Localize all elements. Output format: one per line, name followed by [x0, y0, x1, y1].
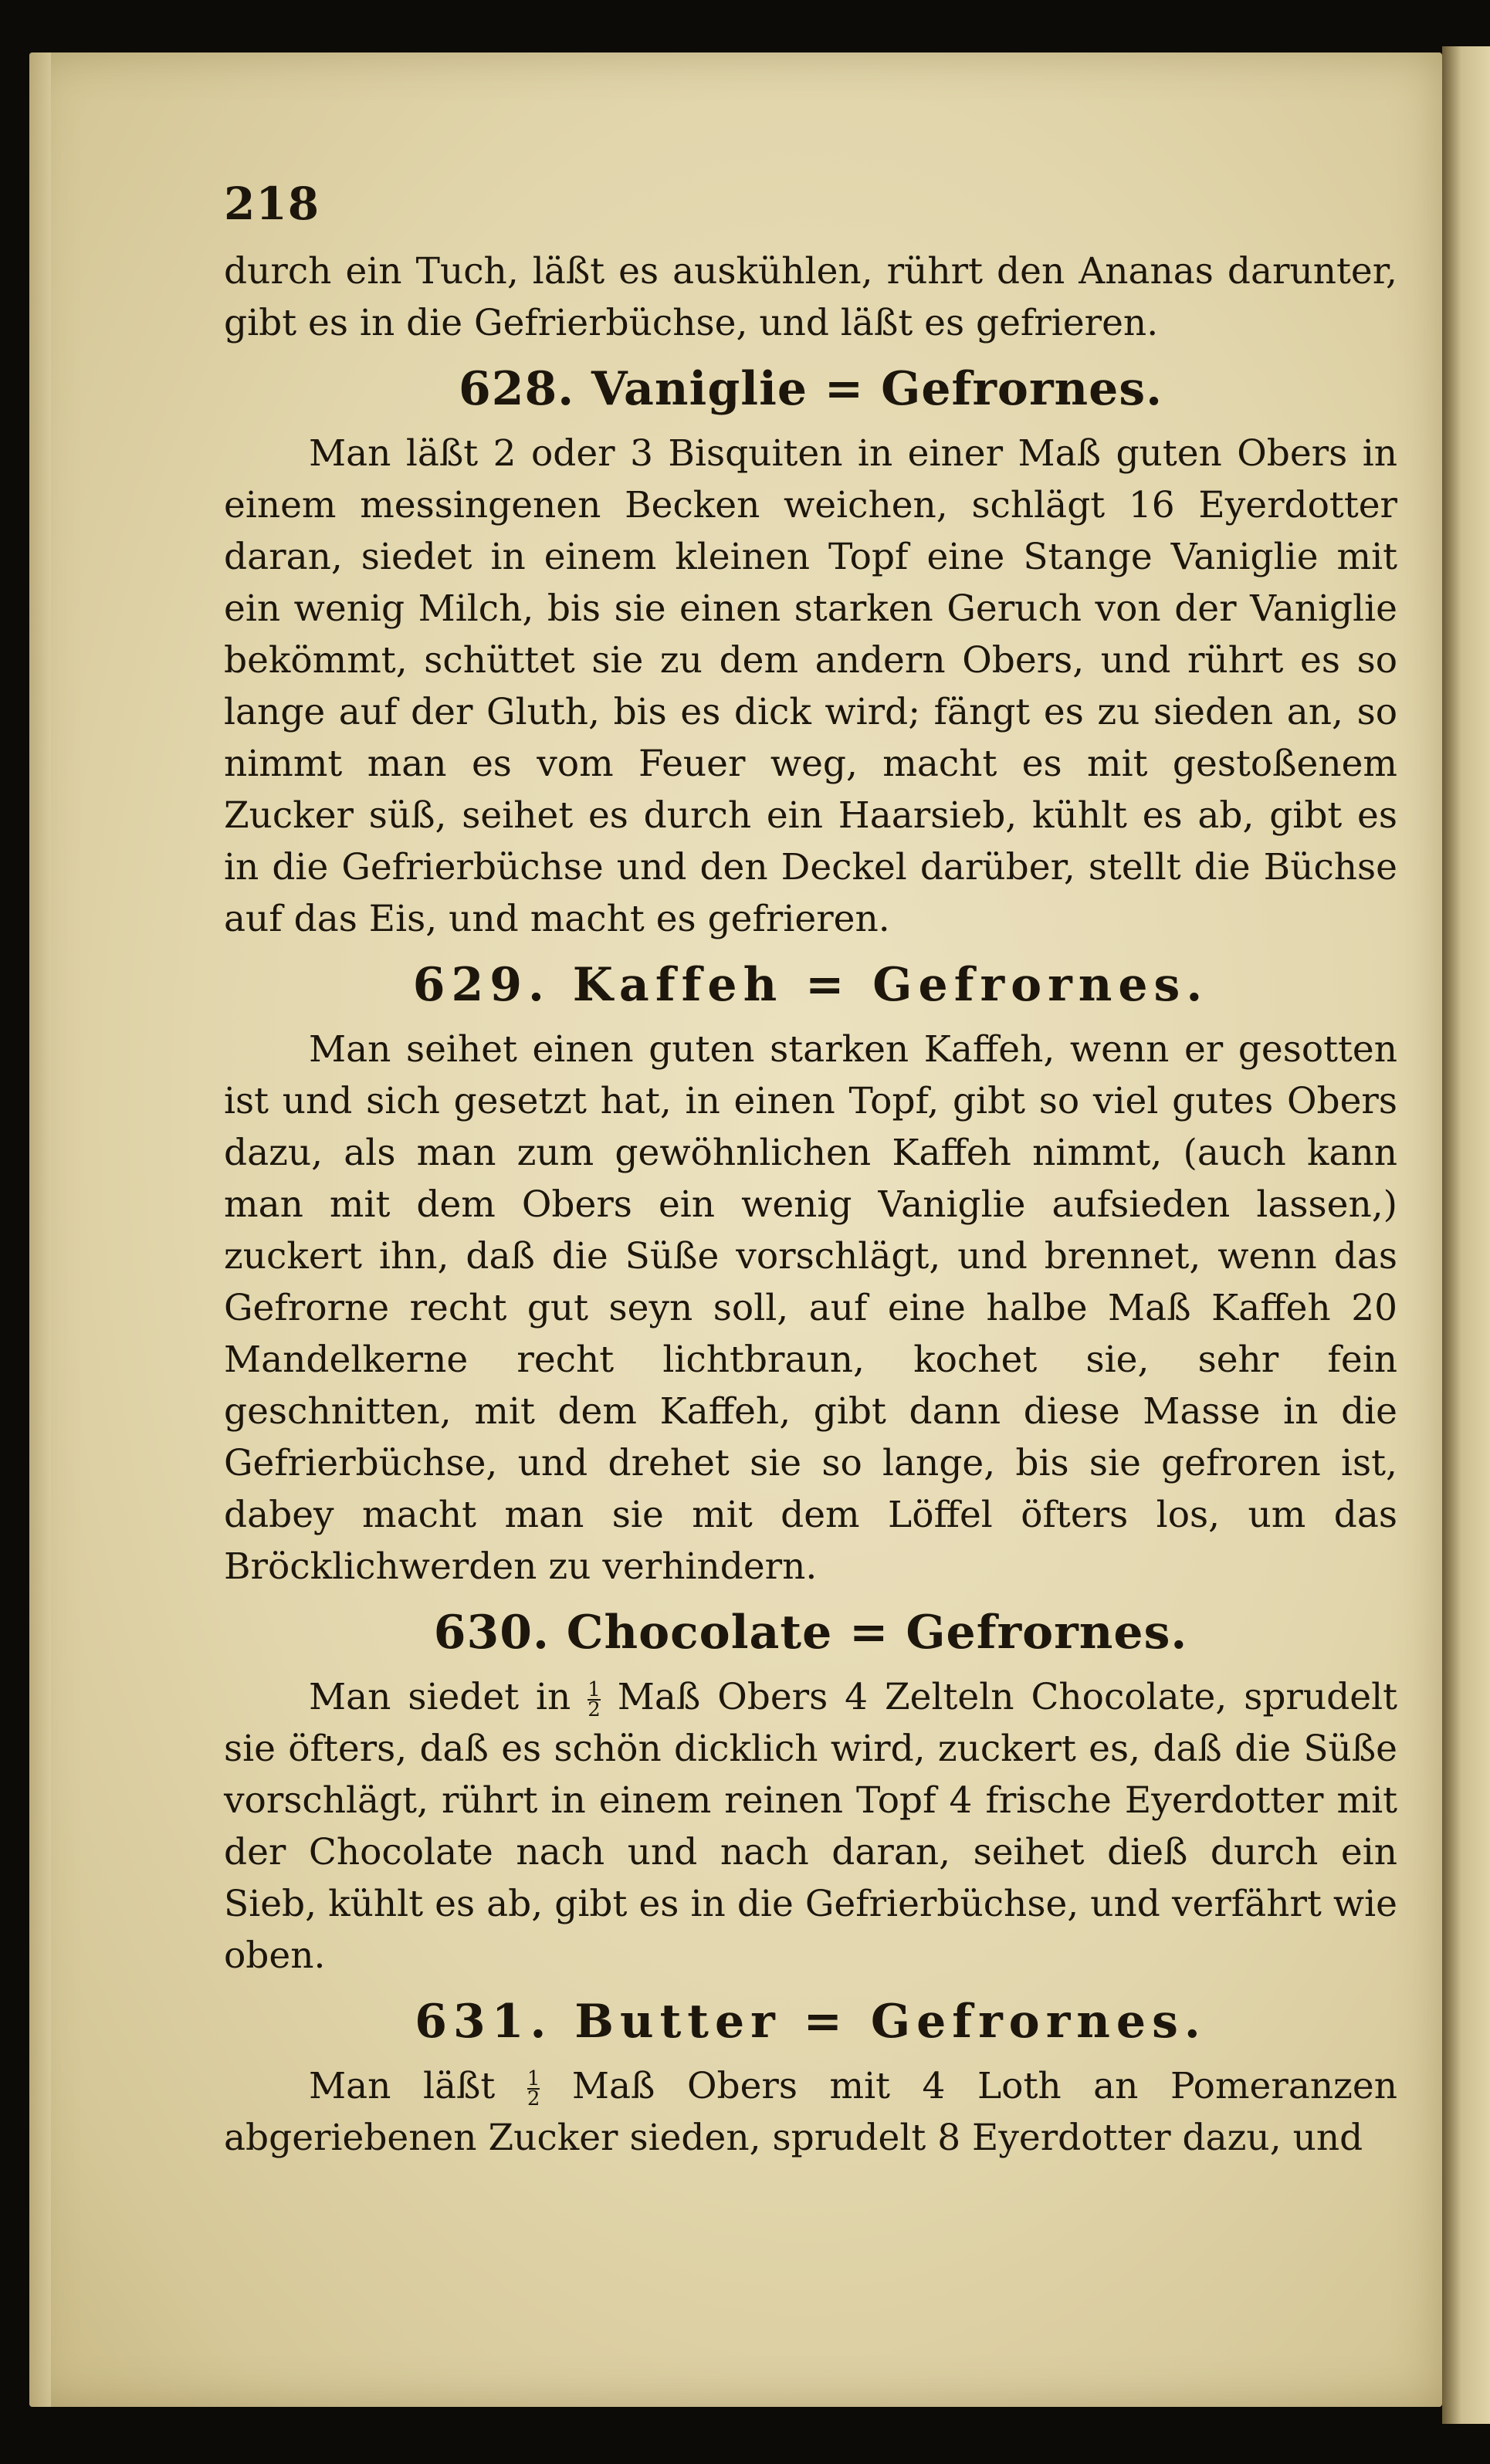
fraction-denominator: 2: [527, 2087, 540, 2110]
recipe-630-text-start: Man siedet in: [309, 1676, 571, 1718]
fraction-numerator: 1: [527, 2067, 540, 2090]
recipe-631-body: [224, 2060, 1397, 2164]
recipe-630-text-rest: Maß Obers 4 Zelteln Chocolate, sprudelt sie öfters, daß es schön dicklich wird, zuckert es, daß die Süße vorschlägt, rührt in einem reinen Topf 4 frische Eyerdotter mit der Chocolate nach und nach daran, seihet dieß durch ein Sieb, kühlt es ab, gibt es in die Gefrierbüchse, und verfährt wie oben.: [224, 1676, 1397, 1977]
fraction-half: [588, 1680, 601, 1719]
fraction-half: [527, 2067, 540, 2110]
recipe-631-text-rest: Maß Obers mit 4 Loth an Pomeranzen abgeriebenen Zucker sieden, sprudelt 8 Eyerdotter dazu, und: [224, 2065, 1397, 2159]
page-edge: [29, 52, 51, 2407]
page-content: [224, 179, 1397, 2164]
recipe-630-heading: 630. Chocolate = Gefrornes.: [433, 1606, 1188, 1660]
recipe-628-body: Man läßt 2 oder 3 Bisquiten in einer Maß guten Obers in einem messingenen Becken weichen, schlägt 16 Eyerdotter daran, siedet in einem kleinen Topf eine Stange Vaniglie mit ein wenig Milch, bis sie einen starken Geruch von der Vaniglie bekömmt, schüttet sie zu dem andern Obers, und rührt es so lange auf der Gluth, bis es dick wird; fängt es zu sieden an, so nimmt man es vom Feuer weg, macht es mit gestoßenem Zucker süß, seihet es durch ein Haarsieb, kühlt es ab, gibt es in die Gefrierbüchse und den Deckel darüber, stellt die Büchse auf das Eis, und macht es gefrieren.: [224, 432, 1397, 940]
recipe-631-heading: 631. Butter = Gefrornes.: [415, 1995, 1207, 2049]
recipe-629-heading: 629. Kaffeh = Gefrornes.: [412, 958, 1209, 1012]
fraction-denominator: 2: [588, 1698, 601, 1721]
recipe-629-body: Man seihet einen guten starken Kaffeh, wenn er gesotten ist und sich gesetzt hat, in einen Topf, gibt so viel gutes Obers dazu, als man zum gewöhnlichen Kaffeh nimmt, (auch kann man mit dem Obers ein wenig Vaniglie aufsieden lassen,) zuckert ihn, daß die Süße vorschlägt, und brennet, wenn das Gefrorne recht gut seyn soll, auf eine halbe Maß Kaffeh 20 Mandelkerne recht lichtbraun, kochet sie, sehr fein geschnitten, mit dem Kaffeh, gibt dann diese Masse in die Gefrierbüchse, und drehet sie so lange, bis sie gefroren ist, dabey macht man sie mit dem Löffel öfters los, um das Bröcklichwerden zu verhindern.: [224, 1028, 1397, 1588]
recipe-628-heading: 628. Vaniglie = Gefrornes.: [458, 362, 1163, 416]
recipe-631-text-start: Man läßt: [309, 2065, 496, 2107]
intro-paragraph: durch ein Tuch, läßt es auskühlen, rührt den Ananas darunter, gibt es in die Gefrierbüchse, und läßt es gefrieren.: [224, 250, 1397, 344]
fraction-numerator: 1: [588, 1678, 601, 1701]
page-number: 218: [224, 178, 320, 230]
recipe-630-body: [224, 1671, 1397, 1982]
facing-page-edge: [1442, 46, 1490, 2424]
